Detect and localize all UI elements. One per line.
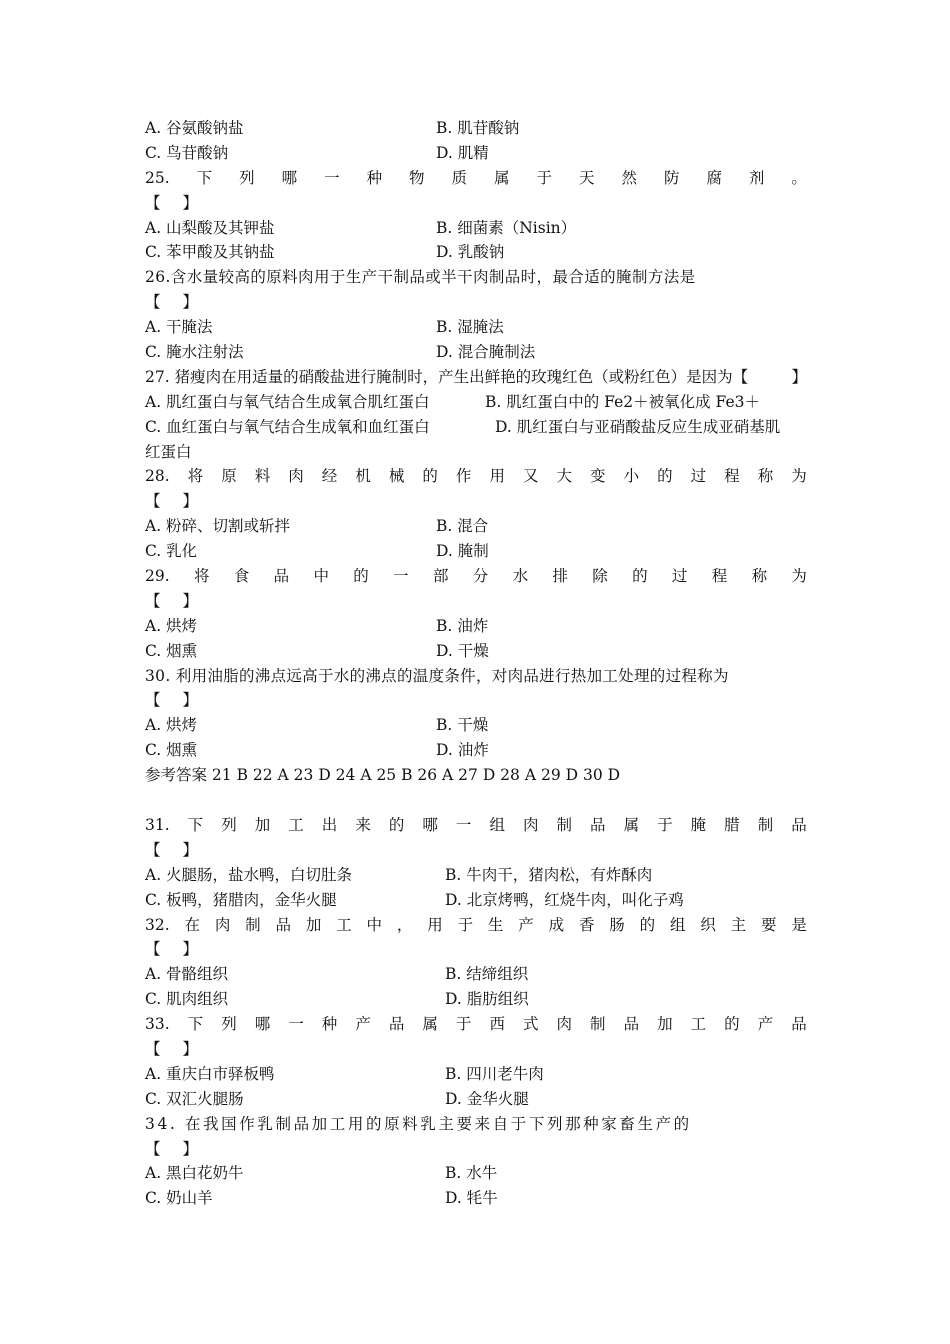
option-a: A. 黑白花奶牛 [145,1164,244,1183]
option-c: C. 奶山羊 [145,1189,213,1208]
stem-char: 品 [275,915,292,934]
question-stem [145,913,807,938]
option-d: D. 北京烤鸭，红烧牛肉，叫化子鸡 [445,890,684,909]
option-c: C. 腌水注射法 [145,343,244,362]
question-stem [145,664,807,689]
bracket-left: 【 [145,591,161,610]
stem-char: 33. [145,1015,170,1034]
question-text: 26.含水量较高的原料肉用于生产干制品或半干肉制品时，最合适的腌制方法是 [145,268,696,287]
stem-char: 的 [657,467,673,486]
stem-char: 制 [590,1015,606,1034]
stem-char: 腊 [724,815,740,834]
stem-char: 产 [518,915,534,934]
stem-char: 然 [621,168,637,187]
stem-char: 肉 [556,1015,573,1034]
question-stem [145,813,807,838]
stem-char: 为 [791,467,807,486]
stem-char: 为 [791,567,807,586]
answer-bracket [145,290,807,315]
stem-char: 加 [305,915,322,934]
stem-char: 式 [522,1015,539,1034]
option-c: C. 烟熏 [145,641,198,660]
stem-char: 列 [239,168,255,187]
question-text: 30. 利用油脂的沸点远高于水的沸点的温度条件，对肉品进行热加工处理的过程称为 [145,666,729,685]
option-d: D. 腌制 [436,542,489,561]
option-row [145,539,807,564]
option-row [145,713,807,738]
option-a: A. 粉碎、切割或斩拌 [145,517,291,536]
question-text: 34. 在我国作乳制品加工用的原料乳主要来自于下列那种家畜生产的 [145,1114,692,1133]
option-row [145,614,807,639]
stem-char: 质 [451,168,468,187]
option-c: C. 苯甲酸及其钠盐 [145,243,275,262]
option-a: A. 骨骼组织 [145,965,229,984]
stem-char: 除 [592,567,608,586]
stem-char: 品 [623,1015,640,1034]
stem-char: 要 [761,915,777,934]
stem-char: 哪 [422,815,438,834]
option-d: D. 牦牛 [445,1189,498,1208]
option-a: A. 烘烤 [145,616,198,635]
bracket-left: 【 [145,940,161,959]
option-row [145,1186,807,1211]
answer-bracket [145,838,807,863]
stem-char: 排 [552,567,568,586]
question-stem [145,1012,807,1037]
stem-char: 品 [590,815,606,834]
option-d-continued: 红蛋白 [145,442,192,461]
option-row [145,315,807,340]
stem-char: 下 [187,1015,204,1034]
stem-char: 属 [494,168,510,187]
stem-char: 织 [700,915,716,934]
stem-char: 28. [145,467,170,486]
stem-char: 的 [388,815,405,834]
option-c: C. 肌肉组织 [145,990,229,1009]
stem-char: 变 [590,467,606,486]
stem-char: 工 [288,815,304,834]
stem-char: 大 [556,467,573,486]
option-a: A. 谷氨酸钠盐 [145,119,244,137]
bracket-right: 】 [182,940,199,959]
stem-char: 西 [489,1015,505,1034]
option-row [145,1161,807,1186]
option-continuation [145,440,807,465]
stem-char: ， [396,915,413,934]
stem-char: 组 [489,815,505,834]
option-a: A. 肌红蛋白与氧气结合生成氧合肌红蛋白 [145,392,430,411]
stem-char: 品 [791,815,807,834]
stem-char: 于 [536,168,553,187]
option-row [145,216,807,241]
bracket-left: 【 [145,293,161,312]
stem-char: 程 [711,567,728,586]
option-c: C. 板鸭，猪腊肉，金华火腿 [145,890,337,909]
stem-char: 29. [145,567,170,586]
stem-char: 种 [321,1015,338,1034]
stem-char: 工 [690,1015,707,1034]
answer-bracket [145,1137,807,1162]
option-d: D. 金华火腿 [445,1089,529,1108]
option-b: B. 牛肉干，猪肉松，有炸酥肉 [445,865,653,884]
stem-char: 来 [355,815,371,834]
document-page [145,116,807,1211]
stem-char: 一 [455,815,472,834]
option-row [145,888,807,913]
stem-char: 品 [388,1015,405,1034]
answer-key-text: 参考答案 21 B 22 A 23 D 24 A 25 B 26 A 27 D 28 A 29 D 30 D [145,766,621,785]
bracket-left: 【 [145,492,161,511]
option-row [145,514,807,539]
option-b: B. 肌苷酸钠 [436,119,520,137]
stem-char: 程 [724,467,740,486]
option-row [145,987,807,1012]
option-b: B. 水牛 [445,1164,498,1183]
stem-char: 作 [455,467,472,486]
stem-char: 将 [193,567,210,586]
stem-char: 制 [556,815,573,834]
bracket-right: 】 [791,367,807,386]
option-row [145,962,807,987]
option-row [145,639,807,664]
stem-char: 用 [427,915,443,934]
stem-char: 哪 [254,1015,271,1034]
question-stem [145,265,807,290]
stem-char: 肉 [214,915,231,934]
question-stem [145,365,807,390]
stem-char: 下 [187,815,204,834]
stem-char: 机 [355,467,371,486]
bracket-right: 】 [182,1139,199,1158]
stem-char: 品 [273,567,290,586]
stem-char: 列 [221,1015,237,1034]
stem-char: 部 [432,567,449,586]
stem-char: 生 [487,915,504,934]
stem-char: 出 [321,815,338,834]
bracket-right: 】 [182,193,199,212]
stem-char: 称 [751,567,768,586]
stem-char: 属 [422,1015,438,1034]
stem-char: 一 [288,1015,304,1034]
stem-char: 于 [657,815,673,834]
stem-char: 过 [690,467,707,486]
option-a: A. 山梨酸及其钾盐 [145,218,275,237]
option-d: D. 肌精 [436,143,489,162]
option-a: A. 重庆白市驿板鸭 [145,1064,275,1083]
option-b: B. 混合 [436,517,489,536]
answer-bracket [145,1037,807,1062]
answer-bracket [145,191,807,216]
option-c: C. 血红蛋白与氧气结合生成氧和血红蛋白 [145,417,430,436]
stem-char: 小 [623,467,640,486]
stem-char: 产 [355,1015,371,1034]
stem-char: 又 [522,467,539,486]
stem-char: 称 [757,467,774,486]
option-c: C. 鸟苷酸钠 [145,143,229,162]
stem-char: 腌 [690,815,707,834]
question-stem [145,564,807,589]
bracket-left: 【 [145,1139,161,1158]
stem-char: 一 [393,567,409,586]
stem-char: 原 [221,467,237,486]
option-b: B. 湿腌法 [436,318,504,337]
stem-char: 。 [791,168,807,187]
stem-char: 制 [757,815,774,834]
stem-char: 经 [321,467,338,486]
option-row [145,390,807,415]
question-stem [145,1112,807,1137]
stem-char: 分 [472,567,489,586]
option-d: D. 脂肪组织 [445,990,529,1009]
option-row [145,863,807,888]
answer-bracket [145,589,807,614]
option-row [145,738,807,763]
option-d: D. 肌红蛋白与亚硝酸盐反应生成亚硝基肌 [495,417,781,436]
stem-char: 主 [730,915,747,934]
option-b: B. 结缔组织 [445,965,529,984]
stem-char: 械 [388,467,405,486]
option-b: B. 干燥 [436,716,489,735]
stem-char: 加 [254,815,271,834]
option-row [145,340,807,365]
stem-char: 天 [578,168,595,187]
option-a: A. 干腌法 [145,318,213,337]
stem-char: 下 [196,168,213,187]
stem-char: 25. [145,168,170,187]
option-c: C. 烟熏 [145,741,198,760]
option-d: D. 混合腌制法 [436,343,536,362]
bracket-right: 】 [182,840,199,859]
stem-char: 组 [669,915,686,934]
stem-char: 种 [366,168,383,187]
option-row [145,141,807,166]
answer-bracket [145,489,807,514]
question-stem [145,464,807,489]
option-d: D. 乳酸钠 [436,243,505,262]
stem-char: 31. [145,815,170,834]
stem-char: 中 [366,915,383,934]
stem-char: 一 [324,168,340,187]
answer-key [145,763,807,788]
bracket-right: 】 [182,691,199,710]
option-c: C. 双汇火腿肠 [145,1089,244,1108]
stem-char: 肉 [288,467,304,486]
question-stem [145,166,807,191]
bracket-right: 】 [182,293,199,312]
stem-char: 用 [489,467,505,486]
option-b: B. 肌红蛋白中的 Fe2＋被氧化成 Fe3＋ [485,392,760,411]
stem-char: 腐 [706,168,722,187]
bracket-left: 【 [145,193,161,212]
option-b: B. 油炸 [436,616,489,635]
stem-char: 制 [245,915,261,934]
stem-char: 产 [757,1015,774,1034]
stem-char: 肠 [609,915,625,934]
answer-bracket [145,688,807,713]
stem-char: 32. [145,915,170,934]
stem-char: 的 [639,915,656,934]
stem-char: 的 [724,1015,740,1034]
blank-line [145,788,807,813]
stem-char: 品 [791,1015,807,1034]
bracket-left: 【 [145,1039,161,1058]
stem-char: 是 [791,915,807,934]
stem-char: 过 [671,567,688,586]
option-row [145,1062,807,1087]
stem-char: 的 [422,467,438,486]
option-row [145,116,807,141]
stem-char: 成 [548,915,565,934]
option-c: C. 乳化 [145,542,198,561]
bracket-left: 【 [145,840,161,859]
bracket-left: 【 [145,691,161,710]
stem-char: 加 [657,1015,673,1034]
option-row [145,240,807,265]
stem-char: 食 [233,567,250,586]
stem-char: 水 [512,567,529,586]
option-d: D. 干燥 [436,641,489,660]
option-d: D. 油炸 [436,741,489,760]
stem-char: 将 [187,467,204,486]
stem-char: 的 [353,567,369,586]
stem-char: 物 [409,168,425,187]
stem-char: 在 [184,915,200,934]
bracket-right: 】 [182,591,199,610]
stem-char: 防 [663,168,680,187]
stem-char: 工 [336,915,352,934]
stem-char: 香 [578,915,595,934]
stem-char: 料 [254,467,271,486]
option-row [145,415,807,440]
stem-char: 中 [313,567,329,586]
option-b: B. 四川老牛肉 [445,1064,544,1083]
stem-char: 哪 [281,168,298,187]
bracket-right: 】 [182,1039,199,1058]
option-a: A. 火腿肠，盐水鸭，白切肚条 [145,865,353,884]
stem-char: 肉 [522,815,539,834]
option-a: A. 烘烤 [145,716,198,735]
answer-bracket [145,937,807,962]
stem-char: 于 [455,1015,472,1034]
stem-char: 剂 [748,168,765,187]
stem-char: 于 [457,915,474,934]
option-row [145,1087,807,1112]
bracket-right: 】 [182,492,199,511]
stem-char: 列 [221,815,237,834]
stem-char: 属 [623,815,640,834]
stem-char: 的 [632,567,648,586]
question-text: 27. 猪瘦肉在用适量的硝酸盐进行腌制时，产生出鲜艳的玫瑰红色（或粉红色）是因为【 [145,367,749,386]
option-b: B. 细菌素（Nisin） [436,218,577,237]
